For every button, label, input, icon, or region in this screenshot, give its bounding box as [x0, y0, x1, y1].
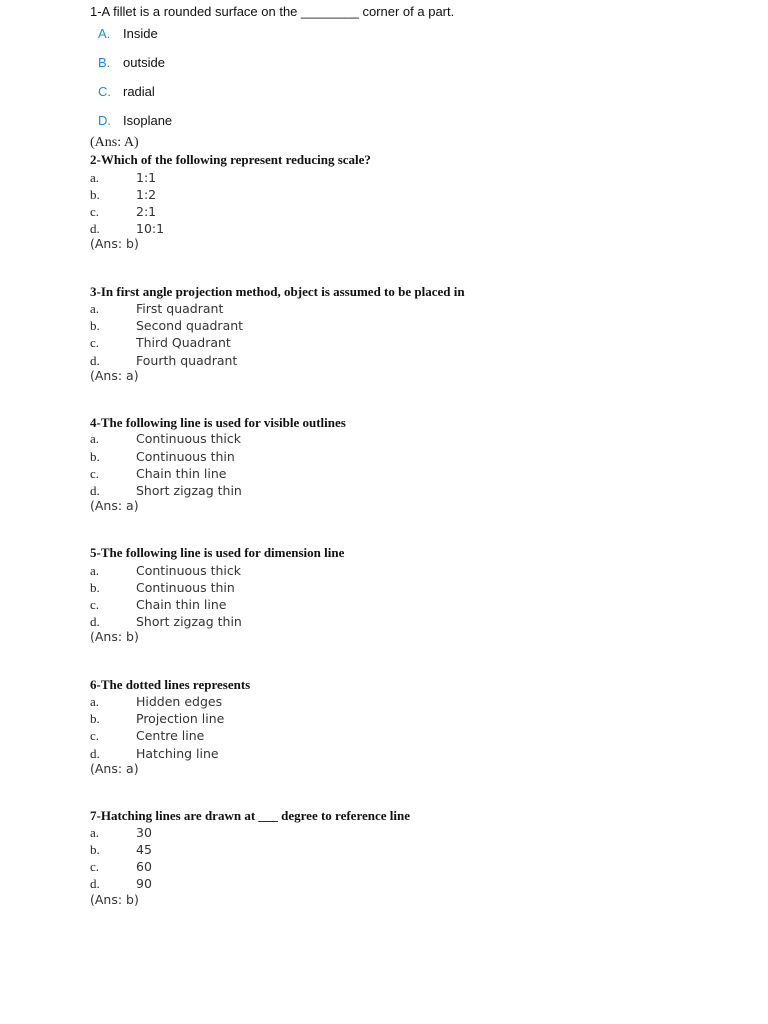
option-letter: a. [90, 431, 100, 446]
option-letter: b. [90, 711, 100, 726]
q4-option-a [90, 430, 241, 447]
q1-option-b [98, 55, 165, 73]
q4-option-c [90, 465, 226, 482]
option-letter: b. [90, 449, 100, 464]
q3-option-d [90, 352, 237, 369]
q7-option-a [90, 824, 152, 841]
option-text: Hidden edges [136, 694, 223, 709]
option-letter: b. [90, 318, 100, 333]
option-text: 1:2 [136, 187, 157, 202]
option-text: 2:1 [136, 204, 157, 219]
option-text: Chain thin line [136, 597, 227, 612]
option-text: 1:1 [136, 170, 157, 185]
question-7-title: 7-Hatching lines are drawn at ___ degree to reference line [90, 808, 411, 823]
option-text: Short zigzag thin [136, 614, 242, 629]
option-text: 10:1 [136, 221, 165, 236]
option-letter: d. [90, 746, 100, 761]
q4-answer: (Ans: a) [90, 498, 139, 513]
q6-option-b [90, 710, 224, 727]
q4-option-d [90, 482, 242, 499]
q5-option-d [90, 613, 242, 630]
q1-answer: (Ans: A) [90, 135, 139, 150]
option-letter: a. [90, 694, 100, 709]
q5-option-a [90, 562, 241, 579]
option-letter: b. [90, 580, 100, 595]
option-letter: d. [90, 221, 100, 236]
option-letter: c. [90, 466, 100, 481]
option-text: Continuous thin [136, 449, 235, 464]
option-text: Isoplane [123, 113, 173, 128]
option-text: radial [123, 84, 155, 99]
q3-option-b [90, 317, 243, 334]
option-letter: c. [90, 597, 100, 612]
option-letter: d. [90, 353, 100, 368]
option-letter: b. [90, 187, 100, 202]
question-1-text: 1-A fillet is a rounded surface on the ________ corner of a part. [90, 4, 455, 19]
option-letter: D. [98, 113, 111, 128]
q6-option-d [90, 745, 219, 762]
q7-answer: (Ans: b) [90, 892, 139, 907]
option-text: Second quadrant [136, 318, 244, 333]
option-text: Fourth quadrant [136, 353, 238, 368]
q2-option-a [90, 169, 156, 186]
q6-option-c [90, 727, 204, 744]
q2-option-d [90, 220, 164, 237]
q5-option-b [90, 579, 235, 596]
option-letter: d. [90, 876, 100, 891]
option-text: Continuous thin [136, 580, 235, 595]
option-letter: c. [90, 335, 100, 350]
option-text: Continuous thick [136, 563, 241, 578]
q7-option-c [90, 858, 152, 875]
option-letter: c. [90, 204, 100, 219]
question-5-title: 5-The following line is used for dimension line [90, 545, 345, 560]
question-6-title: 6-The dotted lines represents [90, 677, 251, 692]
option-text: 90 [136, 876, 152, 891]
q1-option-d [98, 113, 172, 131]
q3-option-c [90, 334, 231, 351]
q6-option-a [90, 693, 222, 710]
option-text: First quadrant [136, 301, 224, 316]
option-letter: a. [90, 301, 100, 316]
q6-answer: (Ans: a) [90, 761, 139, 776]
q2-option-c [90, 203, 156, 220]
option-letter: b. [90, 842, 100, 857]
option-text: Inside [123, 26, 158, 41]
q7-option-b [90, 841, 152, 858]
option-text: Continuous thick [136, 431, 241, 446]
option-letter: a. [90, 563, 100, 578]
option-text: 30 [136, 825, 152, 840]
question-2-title: 2-Which of the following represent reducing scale? [90, 152, 371, 167]
q5-answer: (Ans: b) [90, 629, 139, 644]
q1-option-a [98, 26, 158, 44]
q2-option-b [90, 186, 156, 203]
option-text: Third Quadrant [136, 335, 231, 350]
option-letter: a. [90, 170, 100, 185]
option-letter: C. [98, 84, 111, 99]
option-letter: c. [90, 859, 100, 874]
question-4-title: 4-The following line is used for visible outlines [90, 415, 346, 430]
option-letter: A. [98, 26, 111, 41]
q1-option-c [98, 84, 155, 102]
q4-option-b [90, 448, 235, 465]
option-text: Short zigzag thin [136, 483, 242, 498]
option-text: 60 [136, 859, 152, 874]
option-text: Projection line [136, 711, 225, 726]
option-text: Chain thin line [136, 466, 227, 481]
option-letter: c. [90, 728, 100, 743]
option-text: outside [123, 55, 165, 70]
question-3-title: 3-In first angle projection method, object is assumed to be placed in [90, 284, 465, 299]
option-text: 45 [136, 842, 152, 857]
option-text: Centre line [136, 728, 205, 743]
option-letter: d. [90, 483, 100, 498]
option-letter: a. [90, 825, 100, 840]
q5-option-c [90, 596, 226, 613]
option-letter: d. [90, 614, 100, 629]
q2-answer: (Ans: b) [90, 236, 139, 251]
q7-option-d [90, 875, 152, 892]
option-letter: B. [98, 55, 111, 70]
option-text: Hatching line [136, 746, 219, 761]
q3-option-a [90, 300, 223, 317]
q3-answer: (Ans: a) [90, 368, 139, 383]
